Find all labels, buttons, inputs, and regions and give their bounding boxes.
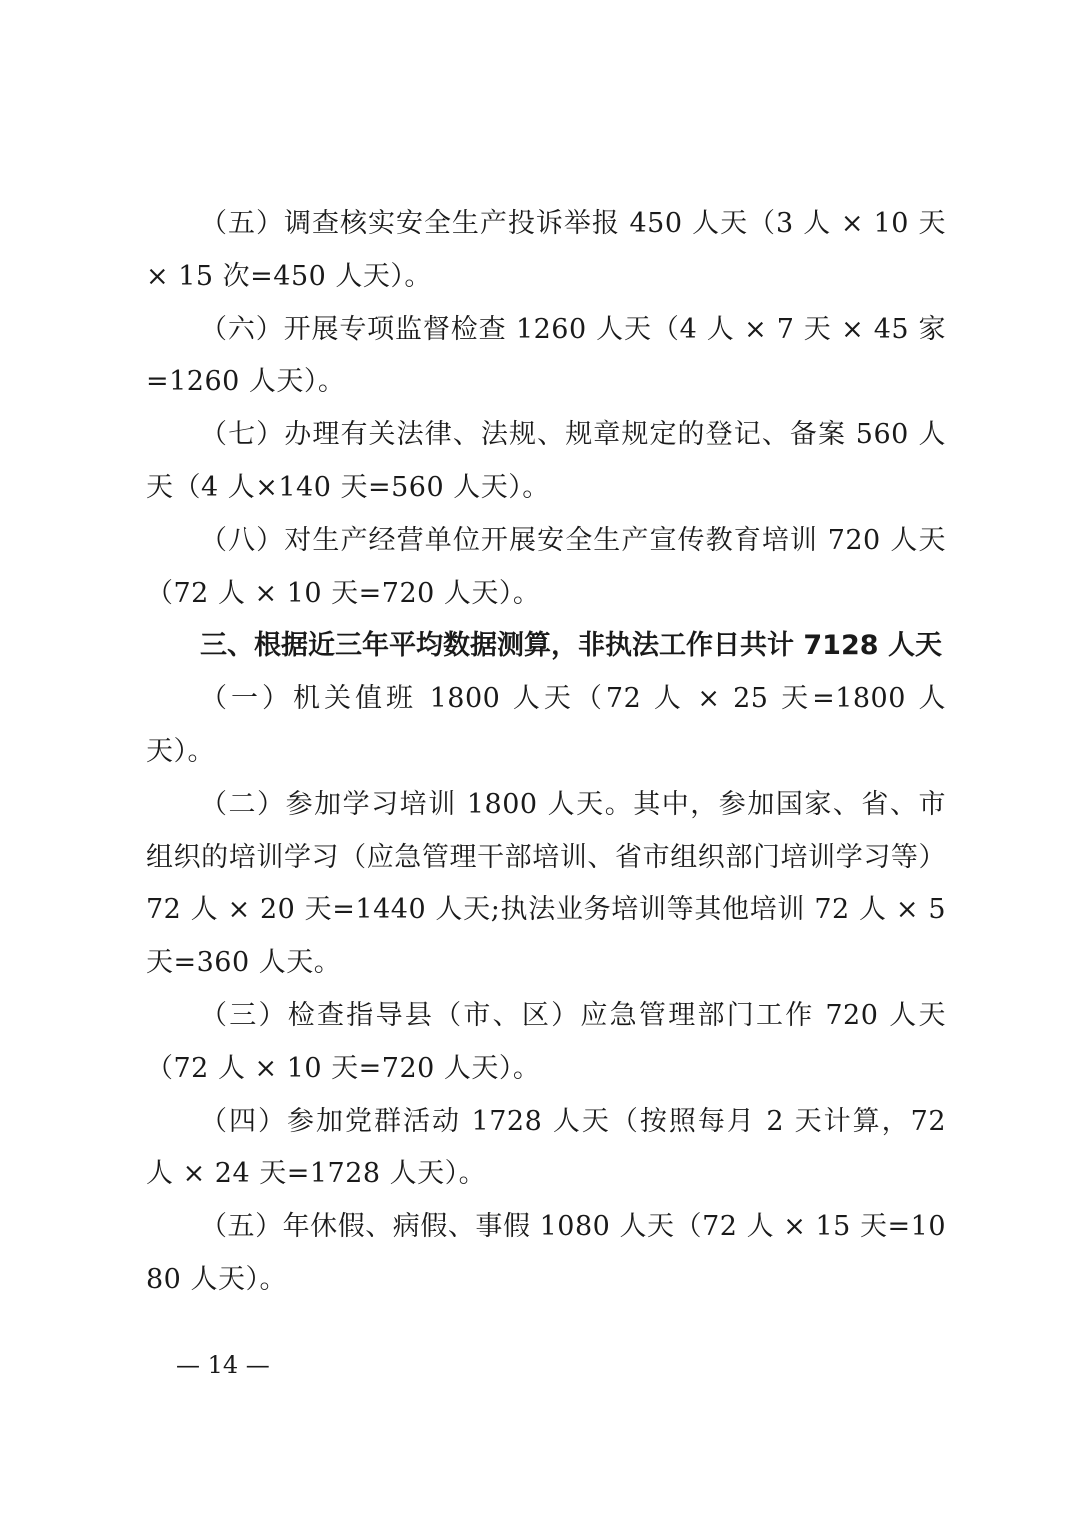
page-number: — 14 — [176, 1351, 270, 1379]
document-body [146, 198, 946, 1307]
paragraph-item-4-party-activities: （四）参加党群活动 1728 人天（按照每月 2 天计算，72 人 × 24 天=1728 人天）。 [146, 1105, 946, 1190]
paragraph-item-1-duty-shift: （一）机关值班 1800 人天（72 人 × 25 天=1800 人天）。 [146, 683, 946, 767]
paragraph-item-3-county-guidance: （三）检查指导县（市、区）应急管理部门工作 720 人天（72 人 × 10 天=720 人天）。 [146, 999, 946, 1084]
paragraph-item-5-leave: （五）年休假、病假、事假 1080 人天（72 人 × 15 天=1080 人天）。 [146, 1211, 946, 1295]
paragraph-item-6-special-inspection: （六）开展专项监督检查 1260 人天（4 人 × 7 天 × 45 家=1260 人天）。 [146, 313, 946, 398]
paragraph-item-2-study-training: （二）参加学习培训 1800 人天。其中，参加国家、省、市组织的培训学习（应急管理干部培训、省市组织部门培训学习等）72 人 × 20 天=1440 人天;执法业务培训等其他培训 72 人 × 5 天=360 人天。 [146, 788, 946, 979]
paragraph-item-5-complaint-investigation: （五）调查核实安全生产投诉举报 450 人天（3 人 × 10 天 × 15 次=450 人天）。 [146, 208, 946, 292]
paragraph-item-8-safety-training: （八）对生产经营单位开展安全生产宣传教育培训 720 人天（72 人 × 10 天=720 人天）。 [146, 524, 946, 609]
paragraph-item-7-registration-filing: （七）办理有关法律、法规、规章规定的登记、备案 560 人天（4 人×140 天=560 人天）。 [146, 419, 946, 503]
section-heading-non-enforcement-days: 三、根据近三年平均数据测算，非执法工作日共计 7128 人天 [200, 630, 942, 662]
